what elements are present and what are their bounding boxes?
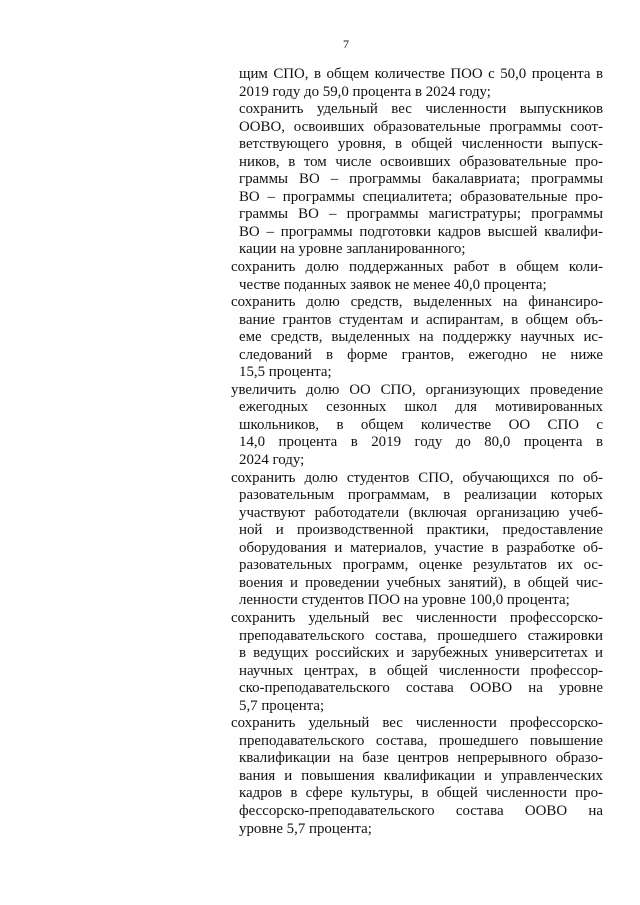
text-line: разовательных программ, оценке результатов их ос- — [239, 557, 603, 574]
text-line: научных центрах, в общей численности профессор- — [239, 662, 603, 679]
text-line: сохранить удельный вес численности профессорско- — [231, 609, 603, 626]
text-line: вание грантов студентам и аспирантам, в общем объ- — [239, 311, 603, 328]
text-line: 2019 году до 59,0 процента в 2024 году; — [239, 83, 491, 100]
text-line: в ведущих российских и зарубежных университетах и — [239, 645, 603, 662]
text-line: граммы ВО – программы бакалавриата; программы — [239, 171, 603, 188]
text-line: уровне 5,7 процента; — [239, 820, 372, 837]
text-line: честве поданных заявок не менее 40,0 процента; — [239, 276, 547, 293]
text-line: преподавательского состава, прошедшего повышение — [239, 732, 603, 749]
text-line: сохранить долю студентов СПО, обучающихся по об- — [231, 469, 603, 486]
text-line: ВО – программы подготовки кадров высшей квалифи- — [239, 223, 603, 240]
text-line: ежегодных сезонных школ для мотивированных — [239, 399, 603, 416]
text-line: ников, в том числе освоивших образовательные про- — [239, 153, 603, 170]
text-line: сохранить удельный вес численности выпускников — [239, 101, 603, 118]
page-number: 7 — [343, 37, 349, 51]
text-line: следований в форме грантов, ежегодно не ниже — [239, 346, 603, 363]
text-line: ветствующего уровня, в общей численности выпуск- — [239, 136, 603, 153]
text-line: ско-преподавательского состава ООВО на уровне — [239, 680, 603, 697]
text-line: ленности студентов ПОО на уровне 100,0 процента; — [239, 592, 570, 609]
text-line: оборудования и материалов, участие в разработке об- — [239, 539, 603, 556]
document-body — [231, 66, 603, 838]
text-line: участвуют работодатели (включая организацию учеб- — [239, 504, 603, 521]
text-line: школьников, в общем количестве ОО СПО с — [239, 416, 603, 433]
text-line: сохранить долю поддержанных работ в общем коли- — [231, 259, 603, 276]
text-line: 5,7 процента; — [239, 697, 325, 714]
text-line: увеличить долю ОО СПО, организующих проведение — [231, 381, 603, 398]
text-line: воения и проведении учебных занятий), в общей чис- — [239, 574, 603, 591]
text-line: 15,5 процента; — [239, 364, 332, 381]
text-line: фессорско-преподавательского состава ООВО на — [239, 802, 603, 819]
text-line: кации на уровне запланированного; — [239, 241, 466, 258]
text-line: ВО – программы специалитета; образовательные про- — [239, 188, 603, 205]
text-line: ной и производственной практики, предоставление — [239, 522, 603, 539]
text-line: 14,0 процента в 2019 году до 80,0 процента в — [239, 434, 603, 451]
text-line: кадров в сфере культуры, в общей численности про- — [239, 785, 603, 802]
text-line: граммы ВО – программы магистратуры; программы — [239, 206, 603, 223]
text-line: разовательным программам, в реализации которых — [239, 487, 603, 504]
text-line: сохранить долю средств, выделенных на финансиро- — [231, 294, 603, 311]
text-line: вания и повышения квалификации и управленческих — [239, 767, 603, 784]
text-line: квалификации на базе центров непрерывного образо- — [239, 750, 603, 767]
text-line: еме средств, выделенных на поддержку научных ис- — [239, 329, 603, 346]
text-line: ООВО, освоивших образовательные программы соот- — [239, 118, 603, 135]
text-line: щим СПО, в общем количестве ПОО с 50,0 процента в — [239, 66, 603, 82]
text-line: преподавательского состава, прошедшего стажировки — [239, 627, 603, 644]
text-line: сохранить удельный вес численности профессорско- — [231, 715, 603, 732]
text-line: 2024 году; — [239, 452, 305, 469]
